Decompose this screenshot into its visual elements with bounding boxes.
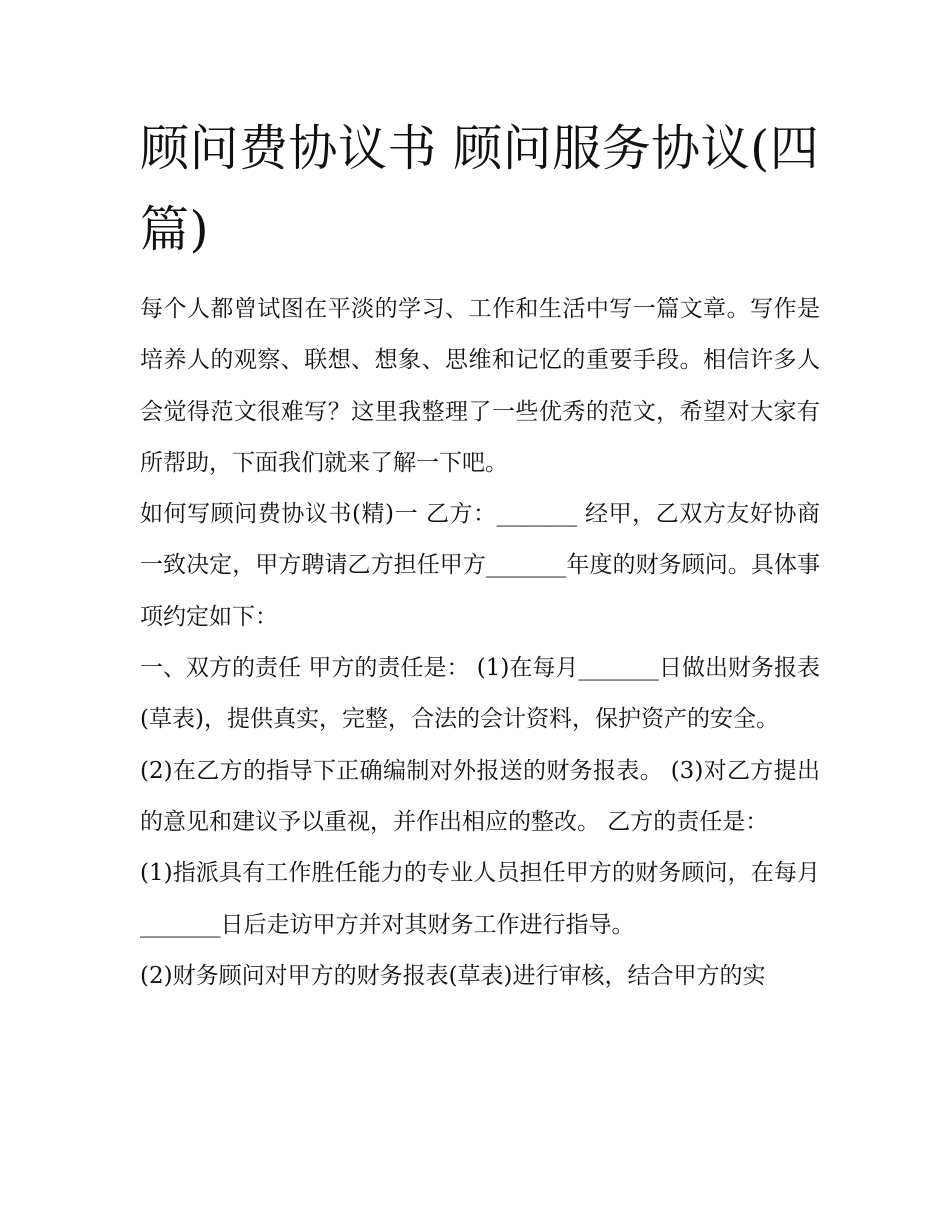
paragraph-party-b-duty-2: (2)财务顾问对甲方的财务报表(草表)进行审核，结合甲方的实 — [140, 962, 766, 989]
document-page — [140, 108, 820, 1002]
paragraph-party-a-duty-1: 一、双方的责任 甲方的责任是： (1)在每月_______日做出财务报表(草表)，提供真实，完整，合法的会计资料，保护资产的安全。 — [140, 655, 820, 733]
paragraph-party-b-duty-1: (1)指派具有工作胜任能力的专业人员担任甲方的财务顾问，在每月_______日后走访甲方并对其财务工作进行指导。 — [140, 860, 820, 938]
paragraph-intro: 每个人都曾试图在平淡的学习、工作和生活中写一篇文章。写作是培养人的观察、联想、想象、思维和记忆的重要手段。相信许多人会觉得范文很难写？这里我整理了一些优秀的范文，希望对大家有所帮助，下面我们就来了解一下吧。 — [140, 296, 820, 476]
paragraph-party-a-duty-2-3: (2)在乙方的指导下正确编制对外报送的财务报表。 (3)对乙方提出的意见和建议予以重视，并作出相应的整改。 乙方的责任是： — [140, 757, 820, 835]
document-title: 顾问费协议书 顾问服务协议(四篇) — [140, 120, 820, 258]
paragraph-agreement-opening: 如何写顾问费协议书(精)一 乙方：_______ 经甲，乙双方友好协商一致决定，甲方聘请乙方担任甲方_______年度的财务顾问。具体事项约定如下： — [140, 501, 820, 630]
document-body — [140, 284, 820, 1002]
